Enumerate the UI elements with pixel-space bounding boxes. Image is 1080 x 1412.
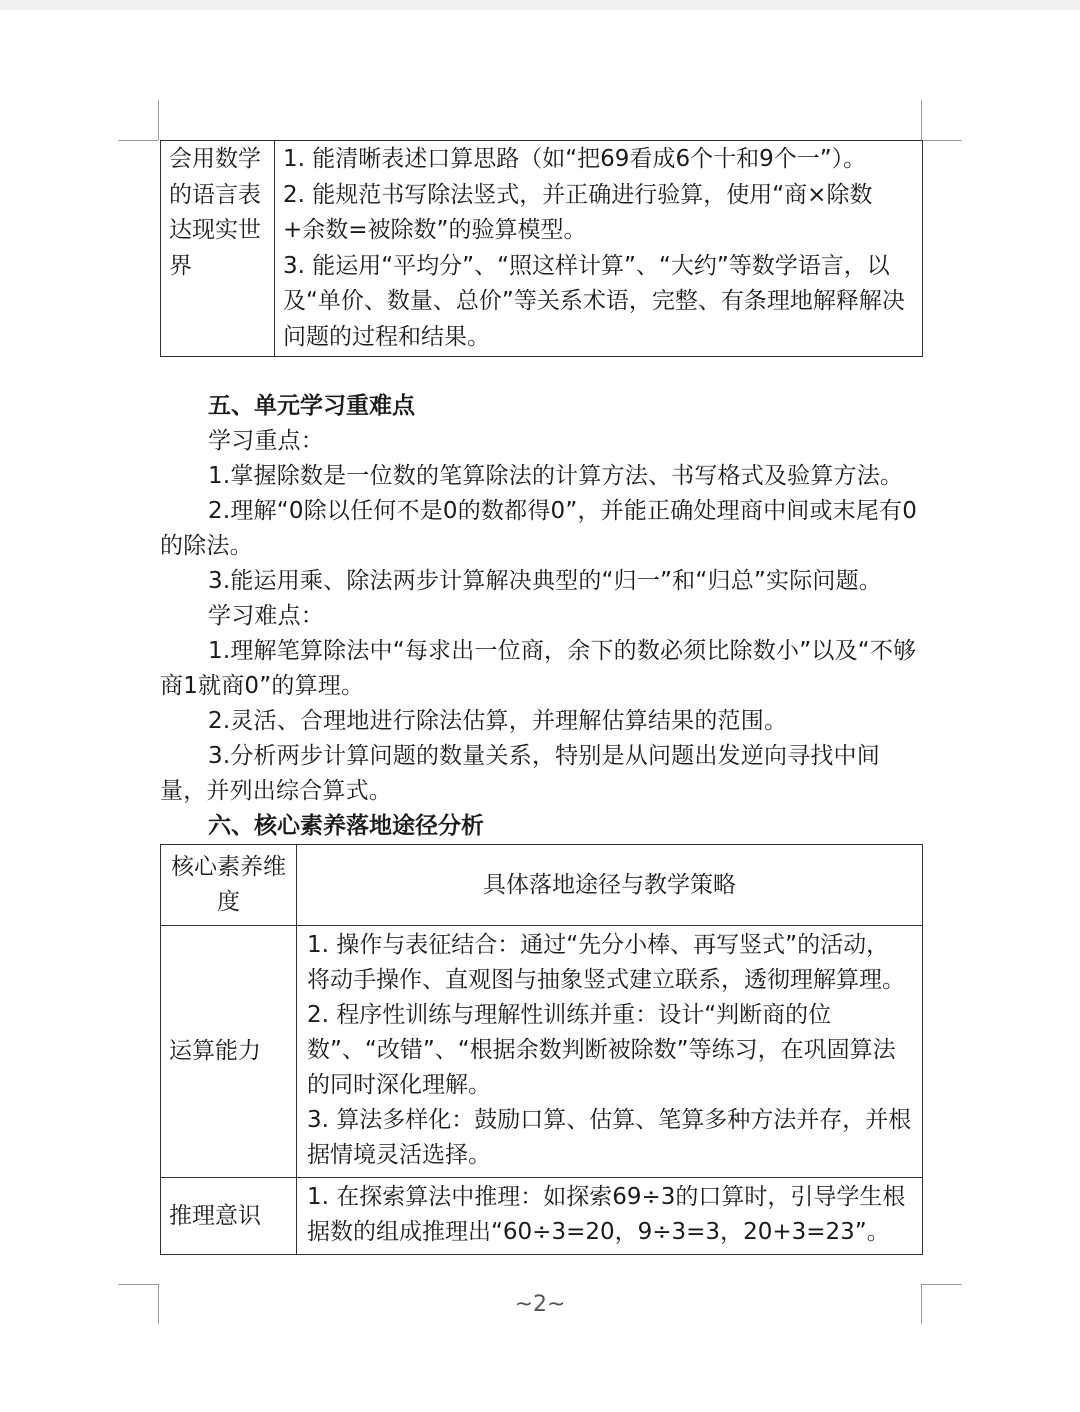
crop-mark [922, 140, 962, 141]
difficulty-item: 2.灵活、合理地进行除法估算，并理解估算结果的范围。 [208, 708, 788, 734]
difficulty-item: 3.分析两步计算问题的数量关系，特别是从问题出发逆向寻找中间量，并列出综合算式。 [160, 743, 880, 804]
focus-item: 1.掌握除数是一位数的笔算除法的计算方法、书写格式及验算方法。 [208, 463, 904, 489]
competency-table-continued [160, 140, 923, 357]
description-cell [275, 141, 923, 357]
strategy-item: 2. 程序性训练与理解性训练并重：设计“判断商的位数”、“改错”、“根据余数判断被除数”等练习，在巩固算法的同时深化理解。 [307, 1002, 896, 1098]
page-content [160, 140, 922, 1255]
crop-mark [118, 1284, 158, 1285]
subheading: 学习重点： [208, 428, 324, 454]
description-item: 1. 能清晰表述口算思路（如“把69看成6个十和9个一”）。 [283, 146, 867, 172]
focus-item: 2.理解“0除以任何不是0的数都得0”，并能正确处理商中间或末尾有0的除法。 [160, 498, 918, 559]
dimension-cell: 会用数学的语言表达现实世界 [161, 141, 275, 357]
crop-mark [118, 140, 158, 141]
section-heading: 六、核心素养落地途径分析 [208, 813, 484, 839]
strategy-item: 3. 算法多样化：鼓励口算、估算、笔算多种方法并存，并根据情境灵活选择。 [307, 1107, 912, 1168]
strategy-cell [297, 1178, 923, 1255]
table-row [161, 141, 923, 357]
subheading: 学习难点： [208, 603, 324, 629]
description-item: 3. 能运用“平均分”、“照这样计算”、“大约”等数学语言，以及“单价、数量、总价”等关系术语，完整、有条理地解释解决问题的过程和结果。 [283, 252, 905, 350]
column-header: 核心素养维度 [161, 845, 297, 926]
dimension-cell: 推理意识 [161, 1178, 297, 1255]
crop-mark [921, 100, 922, 140]
strategy-item: 1. 操作与表征结合：通过“先分小棒、再写竖式”的活动，将动手操作、直观图与抽象竖式建立联系，透彻理解算理。 [307, 932, 905, 993]
focus-item: 3.能运用乘、除法两步计算解决典型的“归一”和“归总”实际问题。 [208, 568, 883, 594]
strategy-cell [297, 926, 923, 1178]
crop-mark [158, 100, 159, 140]
table-row [161, 1178, 923, 1255]
top-bar [0, 0, 1080, 10]
column-header: 具体落地途径与教学策略 [297, 845, 923, 926]
dimension-cell: 运算能力 [161, 926, 297, 1178]
page-number: ~2~ [514, 1292, 566, 1317]
strategy-item: 1. 在探索算法中推理：如探索69÷3的口算时，引导学生根据数的组成推理出“60÷3=20，9÷3=3，20+3=23”。 [307, 1184, 906, 1245]
difficulty-item: 1.理解笔算除法中“每求出一位商，余下的数必须比除数小”以及“不够商1就商0”的算理。 [160, 638, 917, 699]
description-item: 2. 能规范书写除法竖式，并正确进行验算，使用“商×除数+余数=被除数”的验算模型。 [283, 181, 873, 243]
table-header-row [161, 845, 923, 926]
section-heading: 五、单元学习重难点 [208, 393, 415, 419]
crop-mark [922, 1284, 962, 1285]
table-row [161, 926, 923, 1178]
core-literacy-table [160, 844, 923, 1255]
